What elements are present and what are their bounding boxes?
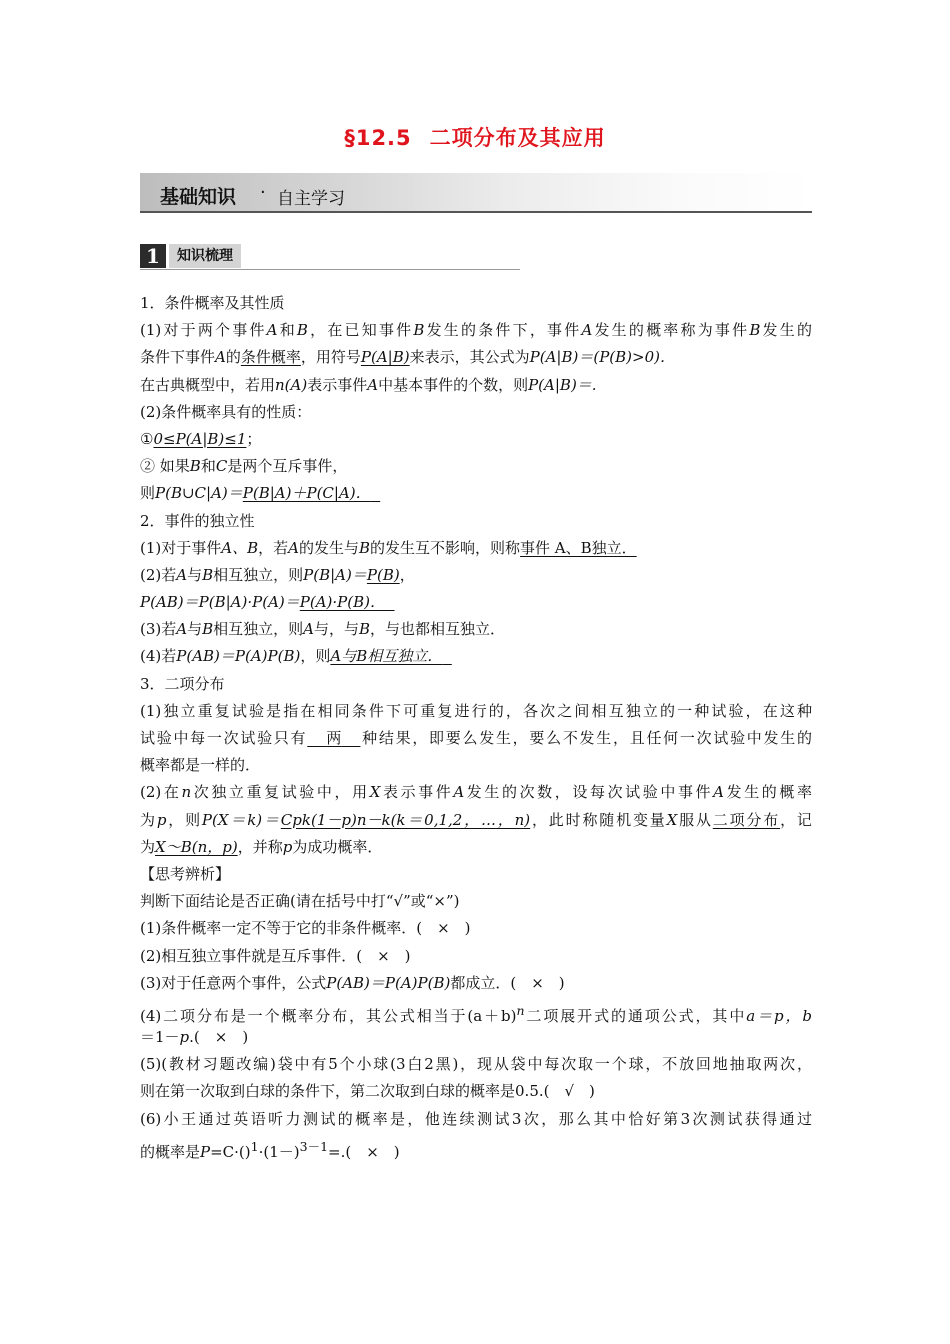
subsection-number: 1 <box>140 244 166 268</box>
text-line: (3)若A与B相互独立，则A与，与B，与也都相互独立． <box>140 620 506 639</box>
answer-blank: Cpk(1－p)n－k(k＝0,1,2，…，n) <box>280 810 531 829</box>
text-line: 则在第一次取到白球的条件下，第二次取到白球的概率是0.5.( √ ) <box>140 1082 595 1101</box>
section-name: 二项分布及其应用 <box>429 126 606 150</box>
text-line: (1)独立重复试验是指在相同条件下可重复进行的，各次之间相互独立的一种试验，在这种 <box>140 701 812 720</box>
text-line: (1)对于两个事件A和B，在已知事件B发生的条件下，事件A发生的概率称为事件B发生的 <box>140 321 812 340</box>
section-header-main: 基础知识 <box>160 186 237 208</box>
text-line: (3)对于任意两个事件，公式P(AB)＝P(A)P(B)都成立．( × ) <box>140 973 565 992</box>
answer-blank: P(A|B) <box>360 348 410 367</box>
subsection-header <box>140 244 520 270</box>
text-line: (2)若A与B相互独立，则P(B|A)＝P(B)， <box>140 565 415 584</box>
text-line: (4)若P(AB)＝P(A)P(B)，则A与B相互独立． <box>140 643 812 670</box>
text-line: 概率都是一样的． <box>140 756 261 775</box>
text-line: ＝1－p.( × ) <box>140 1028 249 1047</box>
answer-blank: 条件概率 <box>240 348 301 367</box>
answer-blank: P(B) <box>366 565 400 584</box>
text-line: 条件下事件A的条件概率，用符号P(A|B)来表示，其公式为P(A|B)＝(P(B)>0)． <box>140 348 675 367</box>
answer-blank: P(A)·P(B)． <box>299 593 385 612</box>
text-line: ①0≤P(A|B)≤1； <box>140 429 262 448</box>
answer-blank: X～B(n，p) <box>155 837 238 856</box>
text-line: 判断下面结论是否正确(请在括号中打“√”或“×”) <box>140 892 460 911</box>
text-line: 3．二项分布 <box>140 674 225 693</box>
text-line: 2．事件的独立性 <box>140 511 255 530</box>
text-line: (6)小王通过英语听力测试的概率是，他连续测试3次，那么其中恰好第3次测试获得通过 <box>140 1109 812 1128</box>
subsection-label: 知识梳理 <box>169 244 241 268</box>
section-header <box>140 173 812 213</box>
text-line: ② 如果B和C是两个互斥事件， <box>140 457 348 476</box>
text-line: (2)条件概率具有的性质： <box>140 402 312 421</box>
text-line: (1)对于事件A、B，若A的发生与B的发生互不影响，则称事件 A、B独立． <box>140 538 637 557</box>
answer-blank: 0≤P(A|B)≤1 <box>153 429 247 448</box>
answer-blank: 事件 A、B独立． <box>520 538 637 557</box>
answer-blank: 二项分布 <box>712 810 781 829</box>
text-line: 的概率是$P=C\cdot()^1\cdot(1-)^{3-1}=$.( × ) <box>140 1138 400 1161</box>
text-line: 则P(B∪C|A)＝P(B|A)＋P(C|A)． <box>140 480 812 507</box>
text-line: 1．条件概率及其性质 <box>140 294 285 312</box>
section-header-dot: · <box>260 182 266 203</box>
text-line: (2)在n次独立重复试验中，用X表示事件A发生的次数，设每次试验中事件A发生的概率 <box>140 783 812 802</box>
document-body <box>140 290 812 1160</box>
section-number: §12.5 <box>344 126 412 150</box>
text-line: (1)条件概率一定不等于它的非条件概率．( × ) <box>140 919 471 938</box>
section-header-sub: 自主学习 <box>277 189 345 209</box>
text-line: 试验中每一次试验只有 两 种结果，即要么发生，要么不发生，且任何一次试验中发生的 <box>140 725 812 752</box>
text-line: 在古典概型中，若用n(A)表示事件A中基本事件的个数，则P(A|B)＝. <box>140 375 597 394</box>
text-line: (2)相互独立事件就是互斥事件．( × ) <box>140 946 411 965</box>
text-line: 【思考辨析】 <box>140 864 231 883</box>
text-line: 为p，则P(X＝k)＝Cpk(1－p)n－k(k＝0,1,2，…，n)，此时称随机变量X服从二项分布，记 <box>140 810 812 829</box>
answer-blank: 两 <box>326 729 342 747</box>
answer-blank: P(B|A)＋P(C|A)． <box>242 484 371 503</box>
text-line: P(AB)＝P(B|A)·P(A)＝P(A)·P(B)． <box>140 589 812 616</box>
text-line: 为X～B(n，p)，并称p为成功概率． <box>140 837 383 856</box>
text-line: (4)二项分布是一个概率分布，其公式相当于$(a+b)^n$二项展开式的通项公式，其中a＝p，b <box>140 1002 812 1025</box>
page-title <box>0 122 950 152</box>
text-line: (5)(教材习题改编)袋中有5个小球(3白2黑)，现从袋中每次取一个球，不放回地抽取两次， <box>140 1055 812 1074</box>
answer-blank: A与B相互独立． <box>330 647 443 666</box>
